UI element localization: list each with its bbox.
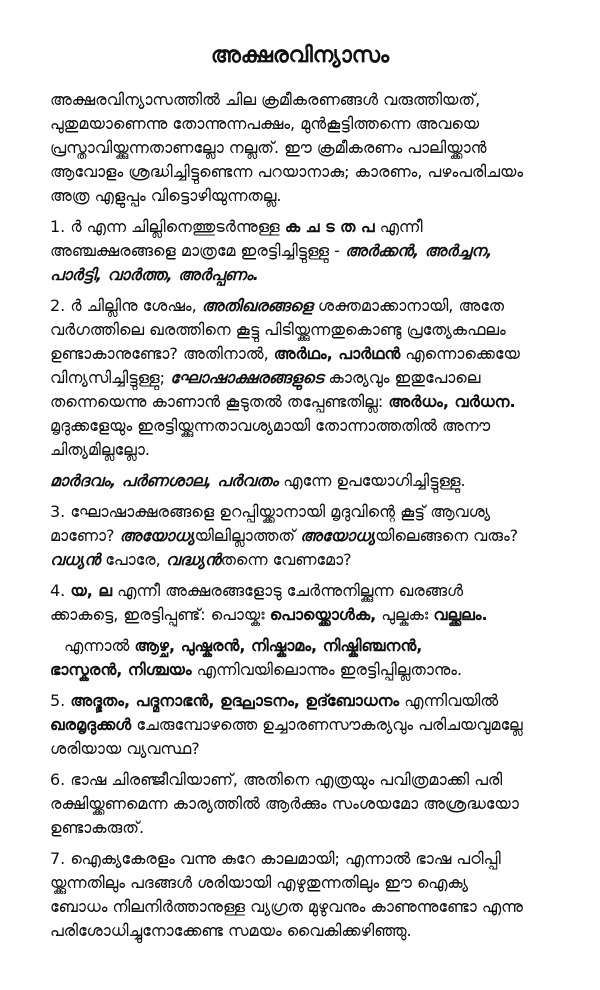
emphasis-text: അതിഖരങ്ങളെ [201,296,313,315]
rule-5-paragraph [50,689,570,761]
text-line: പരിശോധിച്ചുനോക്കേണ്ട സമയം വൈകിക്കഴിഞ്ഞു. [50,921,412,940]
rule-6-paragraph [50,768,570,840]
text-line [50,342,570,366]
rule-text: 4. [50,581,66,600]
rule-text: എന്നേ ഉപയോഗിച്ചിട്ടുള്ളു. [283,471,466,490]
text-line: ചിത്യമില്ലല്ലോ. [50,440,150,459]
rule-text: എന്നിവയിലൊന്നും ഇരട്ടിപ്പില്ലതാനും. [196,660,463,679]
text-line [50,366,570,390]
emphasis-text: ഖരമൃദുക്കൾ [50,715,132,734]
text-line: അക്ഷരവിന്യാസത്തിൽ ചില ക്രമീകരണങ്ങൾ വരുത്തിയത്, [50,90,481,109]
text-line [50,524,570,548]
rule-text: വിന്യസിച്ചിട്ടുള്ളു; [50,368,166,387]
rule-text: പുല്കുകഃ [381,605,429,624]
rule-text: 2. ർ ചില്ലിനു ശേഷം, [50,296,197,315]
rule-text: എന്നീ അക്ഷരങ്ങളോടു ചേർന്നുനില്ക്കുന്ന ഖരങ്ങൾ [117,581,464,600]
text-line: ശരിയായ വ്യവസ്ഥ? [50,739,200,758]
text-line: ഉണ്ടാകരുത്. [50,818,145,837]
rule-text: യിലില്ലാത്തത് [194,526,296,545]
text-line [50,579,570,603]
rule-text: ശക്തമാക്കാനായി, അതേ [317,296,505,315]
example-words: അർക്കൻ, അർച്ചന, [345,241,493,260]
example-words: പൊയ്ക്കൊൾക, [269,605,377,624]
emphasis-text: ഘോഷാക്ഷരങ്ങളുടെ [170,368,324,387]
text-line: അത്ര എളുപ്പം വിട്ടൊഴിയുന്നതല്ല. [50,186,282,205]
example-words: വല്ക്കലം. [433,605,488,624]
text-line [50,294,570,318]
rule-text: ചേരുമ്പോഴത്തെ ഉച്ചാരണസൗകര്യവും പരിചയവുമല്ലേ [136,715,523,734]
text-line: വർഗത്തിലെ ഖരത്തിനെ കൂട്ടു പിടിയ്ക്കുന്നതുകൊണ്ടു പ്രത്യേകഫലം [50,320,506,339]
rule-2-examples [50,469,570,493]
example-words: അർധം, വർധന. [388,392,516,411]
text-line [50,215,570,239]
text-line [50,263,570,287]
example-words: ഭാസ്കരൻ, നിശ്ചയം [50,660,192,679]
example-words: വധ്യൻ [50,550,101,569]
example-words: മാർദവം, പർണശാല, പർവതം [50,471,279,490]
rule-text: 5. [50,691,66,710]
emphasis-text: യ, ല [70,581,113,600]
text-line [50,634,570,658]
rule-text: ഉണ്ടാകാനുണ്ടോ? അതിനാൽ, [50,344,269,363]
rule-text: അഞ്ചക്ഷരങ്ങളെ മാത്രമേ ഇരട്ടിച്ചിട്ടുള്ളു - [50,241,340,260]
text-line: ആവോളം ശ്രദ്ധിച്ചിട്ടുണ്ടെന്ന പറയാനാകു; കാരണം, പഴംപരിചയം [50,162,524,181]
text-line [50,603,570,627]
text-line [50,239,570,263]
example-words: പാർട്ടി, വാർത്ത, അർപ്പണം. [50,265,259,284]
rule-text: യിലെങ്ങനെ വരും? [375,526,519,545]
text-line [50,469,570,493]
rule-2-paragraph [50,294,570,462]
text-line: ബോധം നിലനിർത്താനുള്ള വ്യഗ്രത മുഴുവനും കാണുന്നുണ്ടോ എന്നു [50,897,523,916]
emphasis-text: ക ച ട ത പ [284,217,375,236]
rule-text: എന്നിവയിൽ [404,691,499,710]
text-line: പ്രസ്താവിയ്ക്കുന്നതാണല്ലോ നല്ലത്. ഈ ക്രമീകരണം പാലിയ്ക്കാൻ [50,138,487,157]
rule-text: എന്നൊക്കെയേ [405,344,520,363]
text-line [50,689,570,713]
example-words: അർഥം, പാർഥൻ [273,344,401,363]
rule-text: എന്നീ [379,217,423,236]
rule-1-paragraph [50,215,570,287]
rule-text: തന്നെയെന്നു കാണാൻ കൂടുതൽ തപ്പേണ്ടതില്ല: [50,392,384,411]
intro-paragraph [50,88,570,208]
text-line [50,548,570,572]
example-words: അയോധ്യ [119,526,195,545]
example-words: അദ്ഭുതം, പദ്മനാഭൻ, ഉദ്ഘാടനം, ഉദ്ബോധനം [70,691,400,710]
text-line: മൃദുക്കളേയും ഇരട്ടിയ്ക്കുന്നതാവശ്യമായി തോന്നാത്തതിൽ അനൗ [50,416,491,435]
text-line: 6. ഭാഷ ചിരഞ്ജീവിയാണ്, അതിനെ എത്രയും പവിത്രമാക്കി പരി [50,770,503,789]
rule-text: പോരേ, [105,550,161,569]
text-line: രക്ഷിയ്ക്കണമെന്ന കാര്യത്തിൽ ആർക്കും സംശയമോ അശ്രദ്ധയോ [50,794,519,813]
rule-text: എന്നാൽ [64,636,130,655]
rule-text: തന്നെ വേണമോ? [220,550,352,569]
text-line [50,713,570,737]
rule-3-paragraph [50,500,570,572]
text-line [50,658,570,682]
rule-text: 1. ർ എന്ന ചില്ലിനെത്തുടർന്നുള്ള [50,217,280,236]
rule-4-continued [50,634,570,682]
rule-text: കാര്യവും ഇതുപോലെ [328,368,481,387]
text-line: 7. ഐക്യകേരളം വന്നു കുറേ കാലമായി; എന്നാൽ ഭാഷ പഠിപ്പി [50,849,501,868]
text-line: 3. ഘോഷാക്ഷരങ്ങളെ ഉറപ്പിയ്ക്കാനായി മൃദുവിന്റെ കൂട്ട് ആവശ്യ [50,502,491,521]
example-words: അയോധ്യ [300,526,376,545]
rule-text: ക്കാകട്ടെ, ഇരട്ടിപ്പുണ്ട്: പൊയ്കഃ [50,605,265,624]
text-line: യ്ക്കുന്നതിലും പദങ്ങൾ ശരിയായി എഴുതുന്നതിലും ഈ ഐക്യ [50,873,469,892]
page-title: അക്ഷരവിന്യാസം [210,43,390,68]
example-words: ആഴ്ച, പുഷ്കരൻ, നിഷ്കാമം, നിഷ്കിഞ്ചനൻ, [134,636,423,655]
rule-7-paragraph [50,847,570,943]
rule-text: മാണോ? [50,526,115,545]
rule-4-paragraph [50,579,570,627]
text-line: പുതുമയാണെന്നു തോന്നുന്നപക്ഷം, മുൻകൂട്ടിത്തന്നെ അവയെ [50,114,480,133]
example-words: വദ്ധ്യൻ [165,550,221,569]
text-line [50,390,570,414]
